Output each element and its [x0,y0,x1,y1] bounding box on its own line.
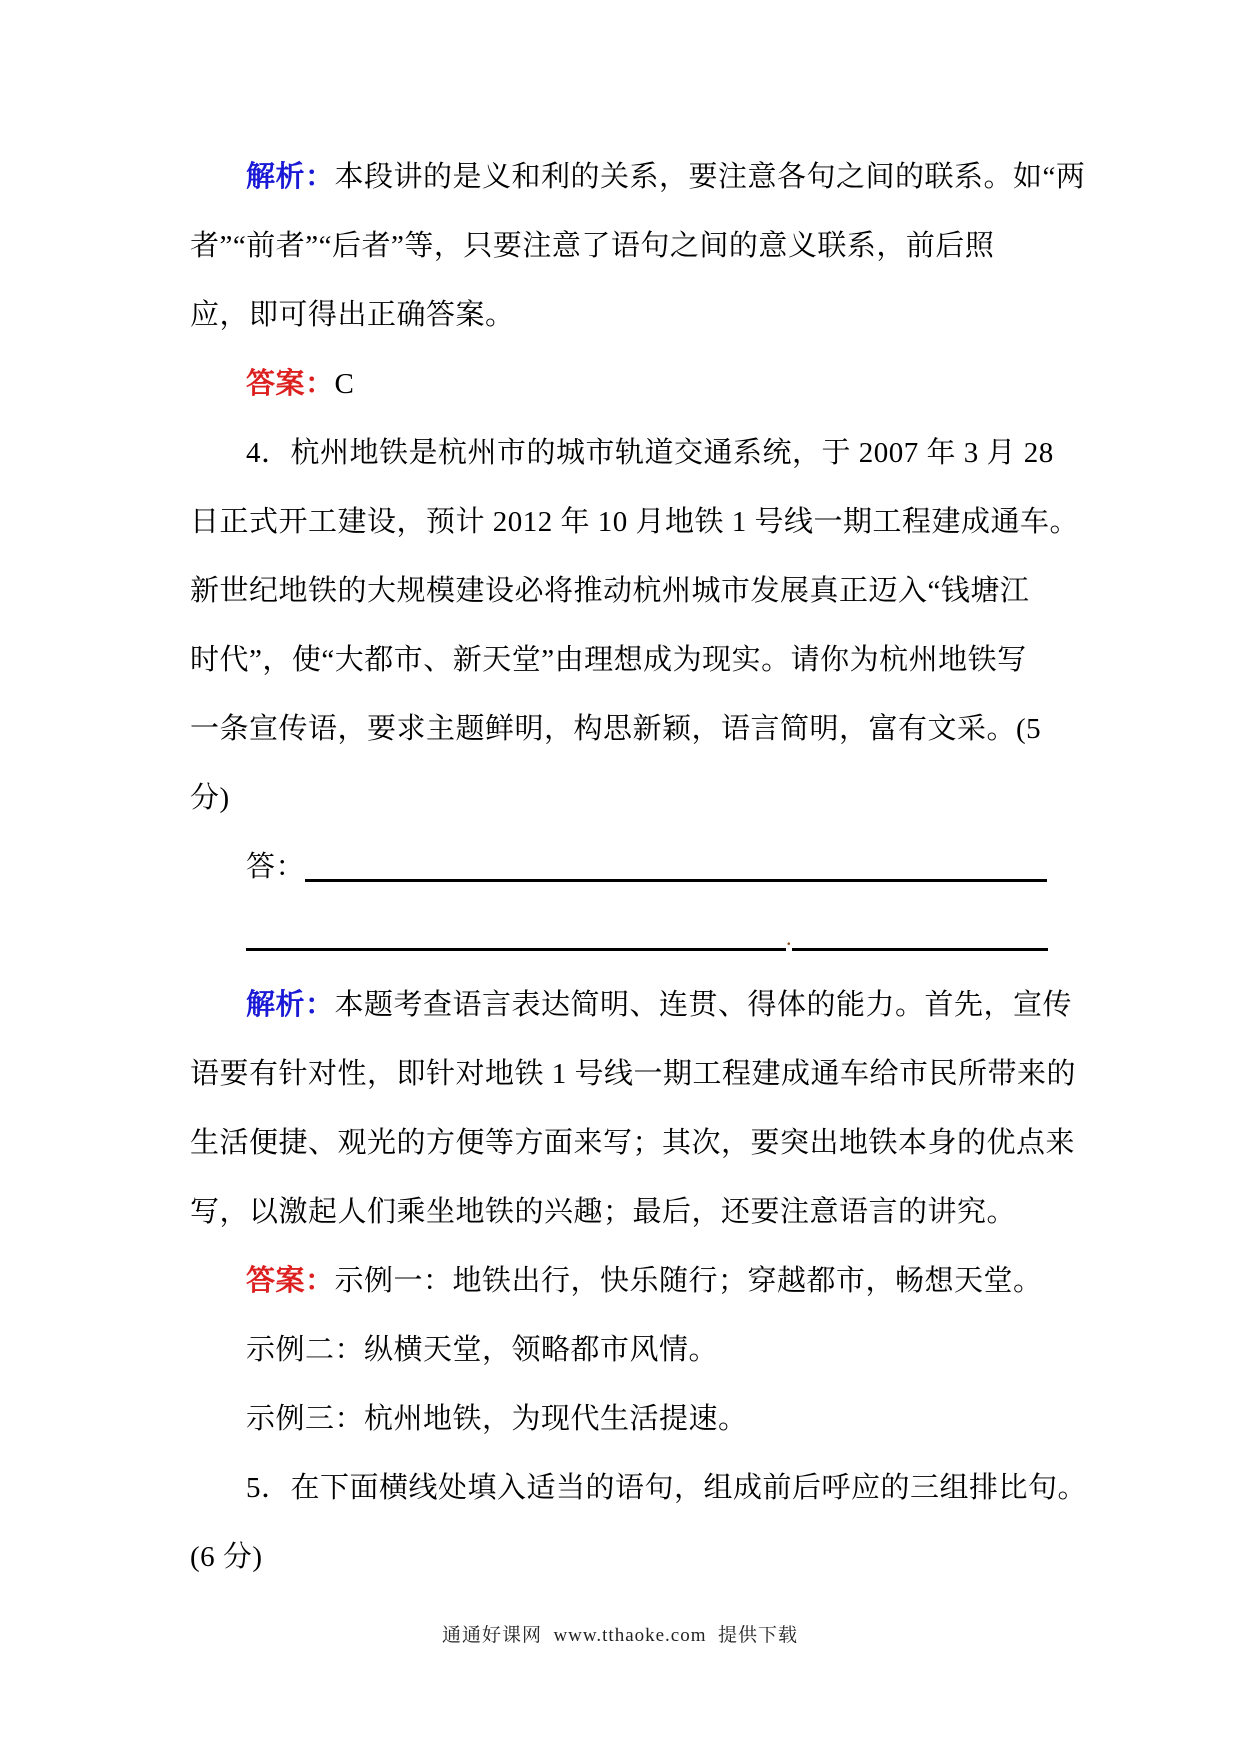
answer-blank [792,940,1048,951]
text-run: C [334,368,355,400]
text-run: 示例一：地铁出行，快乐随行；穿越都市，畅想天堂。 [334,1265,1043,1297]
text-line [190,350,1052,419]
analysis-label: 解析： [246,161,335,193]
text-run: 5．在下面横线处填入适当的语句，组成前后呼应的三组排比句。 [246,1472,1088,1504]
text-line [190,1523,1052,1592]
text-line [190,1316,1052,1385]
text-run: 日正式开工建设，预计 2012 年 10 月地铁 1 号线一期工程建成通车。 [190,506,1080,538]
text-run: 者”“前者”“后者”等，只要注意了语句之间的意义联系，前后照 [190,230,995,262]
text-run: 应，即可得出正确答案。 [190,299,515,331]
text-run: 答： [246,851,306,883]
text-run: 生活便捷、观光的方便等方面来写；其次，要突出地铁本身的优点来 [190,1127,1076,1159]
text-line [190,1178,1052,1247]
text-run: 示例二：纵横天堂，领略都市风情。 [246,1334,719,1366]
text-line [190,626,1052,695]
text-run: 本题考查语言表达简明、连贯、得体的能力。首先，宣传 [334,989,1073,1021]
document-lines [190,143,1088,1592]
text-run: 写，以激起人们乘坐地铁的兴趣；最后，还要注意语言的讲究。 [190,1196,1017,1228]
text-line [190,695,1052,764]
text-run: 分) [190,782,230,814]
answer-blank [246,940,786,951]
text-run: 示例三：杭州地铁，为现代生活提速。 [246,1403,748,1435]
text-line [190,212,1052,281]
text-run: 语要有针对性，即针对地铁 1 号线一期工程建成通车给市民所带来的 [190,1058,1077,1090]
text-line [190,902,1052,971]
text-line [190,143,1086,212]
text-line [190,1040,1077,1109]
answer-label: 答案： [246,368,335,400]
text-line [190,488,1080,557]
analysis-label: 解析： [246,989,335,1021]
footer-note: 通通好课网 www.tthaoke.com 提供下载 [441,1625,799,1646]
text-run: 时代”，使“大都市、新天堂”由理想成为现实。请你为杭州地铁写 [190,644,1027,676]
text-line [190,419,1052,488]
text-run: 新世纪地铁的大规模建设必将推动杭州城市发展真正迈入“钱塘江 [190,575,1030,607]
text-line [190,764,1052,833]
answer-blank [305,871,1047,882]
text-line [190,1109,1076,1178]
separator-dot: . [786,925,792,950]
text-run: 一条宣传语，要求主题鲜明，构思新颖，语言简明，富有文采。(5 [190,713,1042,745]
text-line [190,1247,1052,1316]
answer-label: 答案： [246,1265,335,1297]
text-line [190,281,1052,350]
text-line [190,833,1052,902]
text-run: 4．杭州地铁是杭州市的城市轨道交通系统，于 2007 年 3 月 28 [246,437,1054,469]
text-run: 本段讲的是义和利的关系，要注意各句之间的联系。如“两 [334,161,1086,193]
text-line [190,971,1073,1040]
text-run: (6 分) [190,1541,263,1573]
text-line [190,1385,1052,1454]
text-line [190,557,1052,626]
text-line [190,1454,1088,1523]
